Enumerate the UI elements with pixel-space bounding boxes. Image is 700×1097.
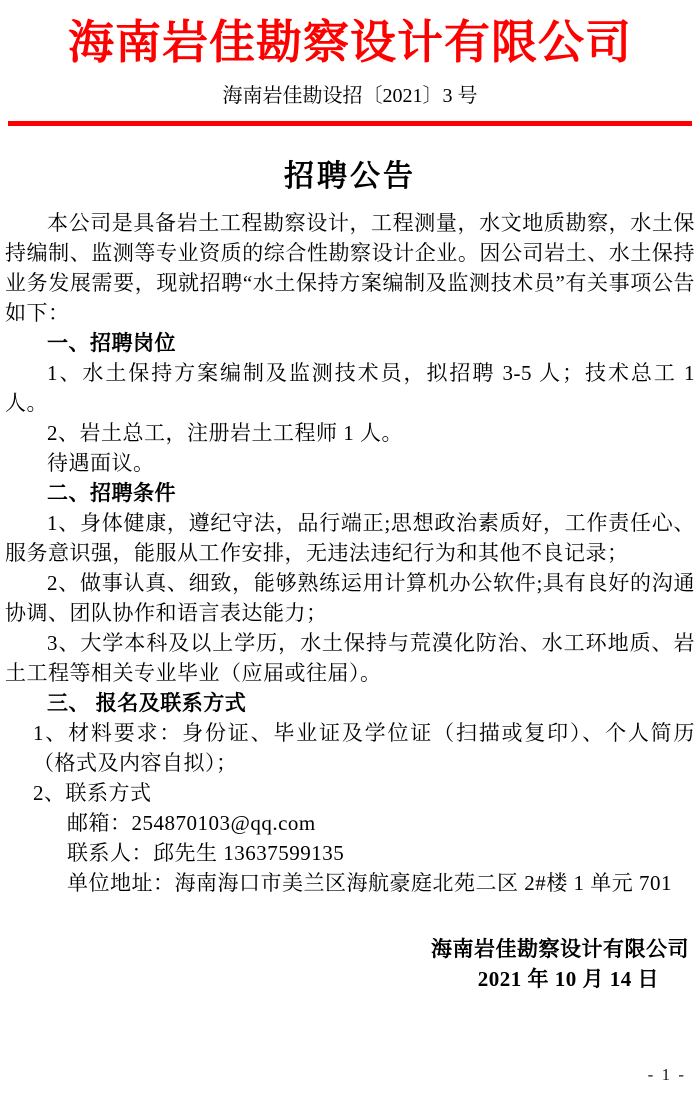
notice-body	[0, 158, 700, 994]
page-number: - 1 -	[647, 1065, 686, 1084]
signature-date: 2021 年 10 月 14 日	[477, 967, 659, 991]
header-divider-rule	[8, 121, 692, 126]
contact-address-line: 单位地址：海南海口市美兰区海航豪庭北苑二区 2#楼 1 单元 701	[67, 871, 672, 895]
position-item-salary: 待遇面议。	[47, 451, 155, 475]
company-title: 海南岩佳勘察设计有限公司	[68, 17, 632, 68]
contact-person-line: 联系人：邱先生 13637599135	[67, 841, 345, 865]
requirement-item-3: 3、大学本科及以上学历，水土保持与荒漠化防治、水工环地质、岩土工程等相关专业毕业（应届或往届）。	[5, 631, 695, 685]
intro-paragraph: 本公司是具备岩土工程勘察设计，工程测量，水文地质勘察，水土保持编制、监测等专业资质的综合性勘察设计企业。因公司岩土、水土保持业务发展需要，现就招聘“水土保持方案编制及监测技术员”有关事项公告如下：	[5, 211, 695, 325]
application-contact-item: 2、联系方式	[33, 781, 152, 805]
position-item-1: 1、水土保持方案编制及监测技术员，拟招聘 3-5 人；技术总工 1 人。	[5, 361, 695, 415]
section-positions-heading: 一、招聘岗位	[47, 331, 176, 355]
notice-title: 招聘公告	[284, 160, 416, 193]
requirement-item-2: 2、做事认真、细致，能够熟练运用计算机办公软件;具有良好的沟通协调、团队协作和语言表达能力；	[5, 571, 695, 625]
doc-number: 海南岩佳勘设招〔2021〕3 号	[222, 85, 478, 107]
section-application-heading: 三、 报名及联系方式	[47, 691, 247, 715]
contact-email-line: 邮箱：254870103@qq.com	[67, 811, 316, 835]
requirement-item-1: 1、身体健康，遵纪守法，品行端正;思想政治素质好，工作责任心、服务意识强，能服从工作安排，无违法违纪行为和其他不良记录；	[5, 511, 695, 565]
position-item-2: 2、岩土总工，注册岩土工程师 1 人。	[47, 421, 403, 445]
document-header	[0, 14, 700, 126]
signature-block	[5, 934, 695, 994]
section-requirements-heading: 二、招聘条件	[47, 481, 176, 505]
application-materials-item: 1、材料要求：身份证、毕业证及学位证（扫描或复印）、个人简历（格式及内容自拟）；	[33, 721, 695, 775]
signature-company: 海南岩佳勘察设计有限公司	[431, 937, 689, 961]
